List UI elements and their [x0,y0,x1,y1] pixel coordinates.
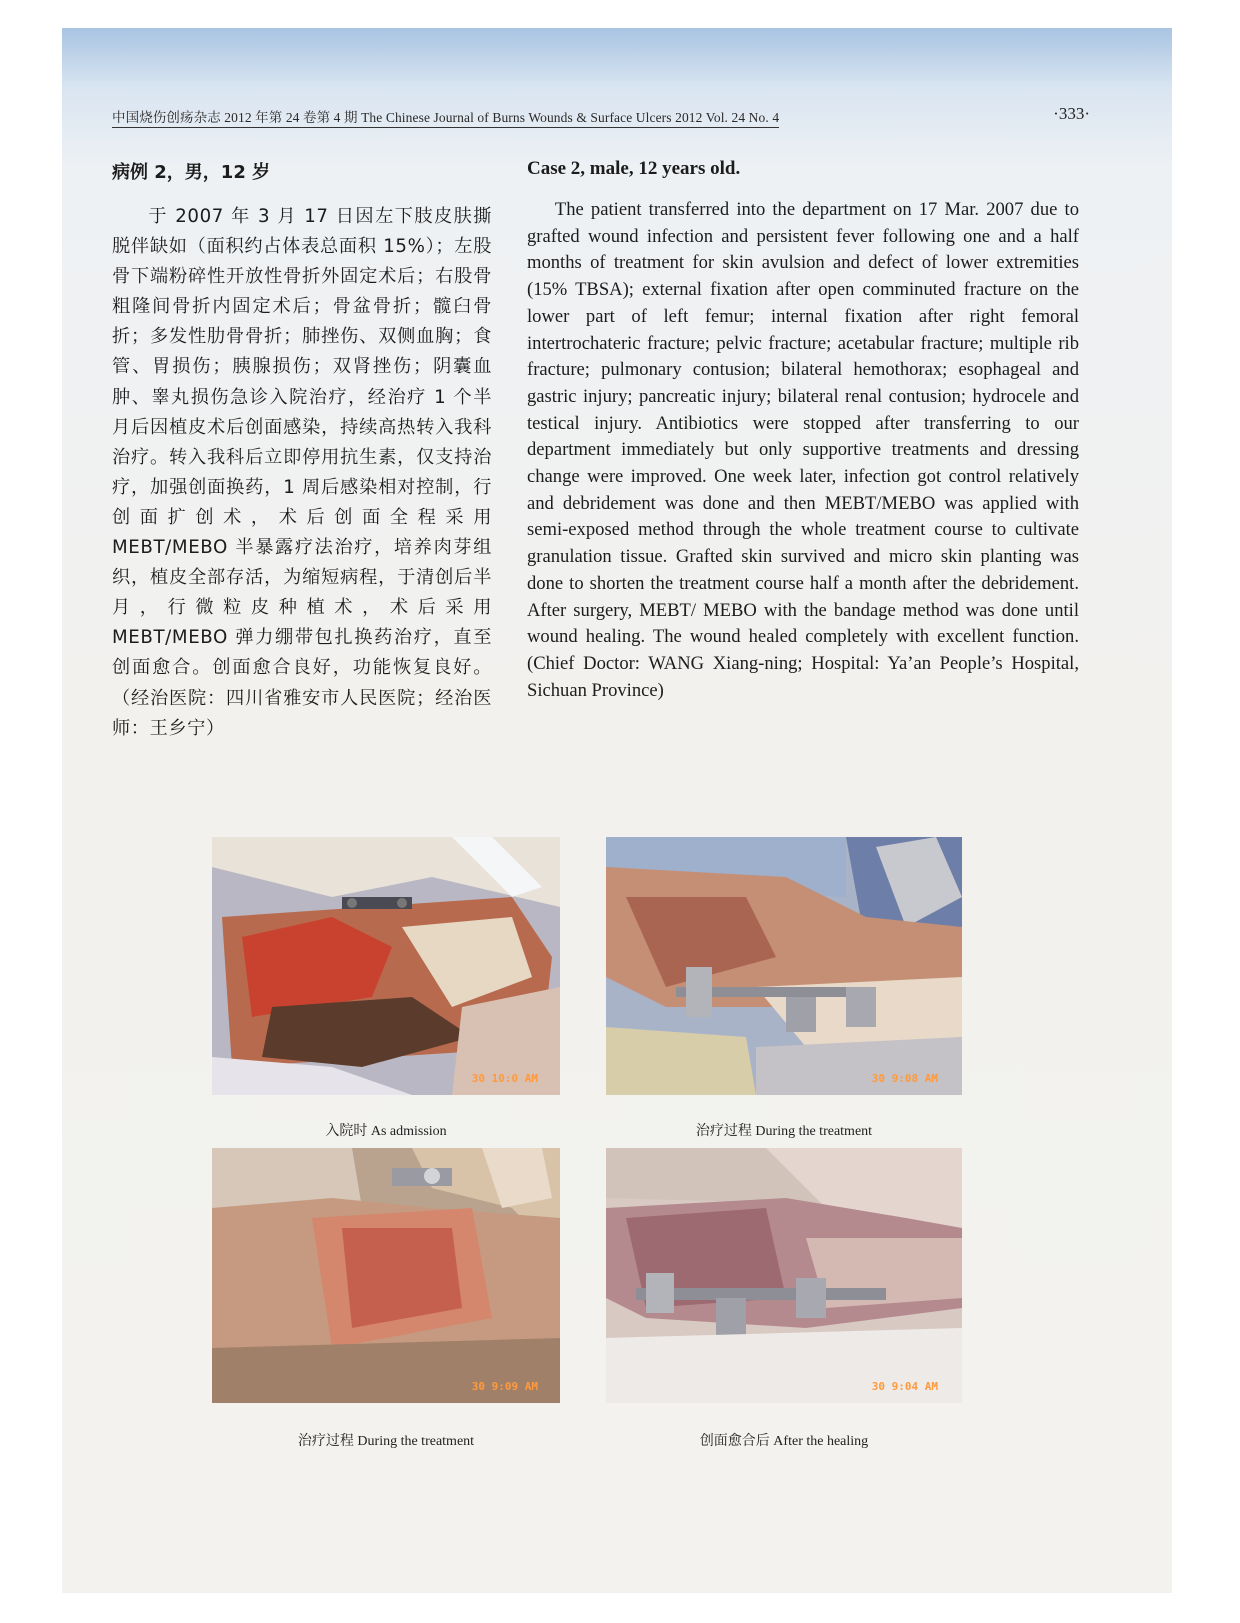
case-body-en: The patient transferred into the department on 17 Mar. 2007 due to grafted wound infection and persistent fever following one and a half months of treatment for skin avulsion and defect of lower extremities (15% TBSA); external fixation after open comminuted fracture on the lower part of left femur; internal fixation after right femoral intertrochateric fracture; pelvic fracture; acetabular fracture; multiple rib fracture; pulmonary contusion; bilateral hemothorax; esophageal and gastric injury; pancreatic injury; bilateral renal contusion; hydrocele and testical injury. Antibiotics were stopped after transferring to our department immediately but only supportive treatments and dressing change were improved. One week later, infection got control relatively and debridement was done and then MEBT/MEBO was applied with semi-exposed method through the whole treatment course to cultivate granulation tissue. Grafted skin survived and micro skin planting was done to shorten the treatment course half a month after the debridement. After surgery, MEBT/ MEBO with the bandage method was done until wound healing. The wound healed completely with excellent function. (Chief Doctor: WANG Xiang-ning; Hospital: Ya’an People’s Hospital, Sichuan Province) [527,199,1079,701]
caption-after-healing: 创面愈合后 After the healing [699,1434,869,1449]
photo-timestamp: 30 10:0 AM [471,1072,538,1085]
photo-after-healing [606,1148,962,1403]
photo-timestamp: 30 9:09 AM [471,1380,538,1393]
caption-as-admission: 入院时 As admission [325,1124,447,1139]
page-number: ·333· [1053,104,1090,123]
chinese-column [112,158,492,744]
case-body-zh: 于 2007 年 3 月 17 日因左下肢皮肤撕脱伴缺如（面积约占体表总面积 15%）；左股骨下端粉碎性开放性骨折外固定术后；右股骨粗隆间骨折内固定术后；骨盆骨折；髋臼骨折；多发性肋骨骨折；肺挫伤、双侧血胸；食管、胃损伤；胰腺损伤；双肾挫伤；阴囊血肿、睾丸损伤急诊入院治疗，经治疗 1 个半月后因植皮术后创面感染，持续高热转入我科治疗。转入我科后立即停用抗生素，仅支持治疗，加强创面换药，1 周后感染相对控制，行创面扩创术，术后创面全程采用 MEBT/MEBO 半暴露疗法治疗，培养肉芽组织，植皮全部存活，为缩短病程，于清创后半月，行微粒皮种植术，术后采用 MEBT/MEBO 弹力绷带包扎换药治疗，直至创面愈合。创面愈合良好，功能恢复良好。（经治医院：四川省雅安市人民医院；经治医师：王乡宁） [112,206,492,739]
photo-during-treatment-2 [212,1148,560,1403]
photo-timestamp: 30 9:04 AM [871,1380,938,1393]
running-header [112,106,1112,126]
case-title-en: Case 2, male, 12 years old. [527,158,741,179]
journal-line: 中国烧伤创疡杂志 2012 年第 24 卷第 4 期 The Chinese Journal of Burns Wounds & Surface Ulcers 2012 Vol. 24 No. 4 [112,110,779,128]
caption-during-treatment-2: 治疗过程 During the treatment [297,1434,475,1449]
photo-as-admission [212,837,560,1095]
case-title-zh: 病例 2，男，12 岁 [112,162,271,183]
caption-during-treatment-1: 治疗过程 During the treatment [695,1124,873,1139]
photo-timestamp: 30 9:08 AM [871,1072,938,1085]
photo-during-treatment-1 [606,837,962,1095]
english-column [527,158,1079,704]
